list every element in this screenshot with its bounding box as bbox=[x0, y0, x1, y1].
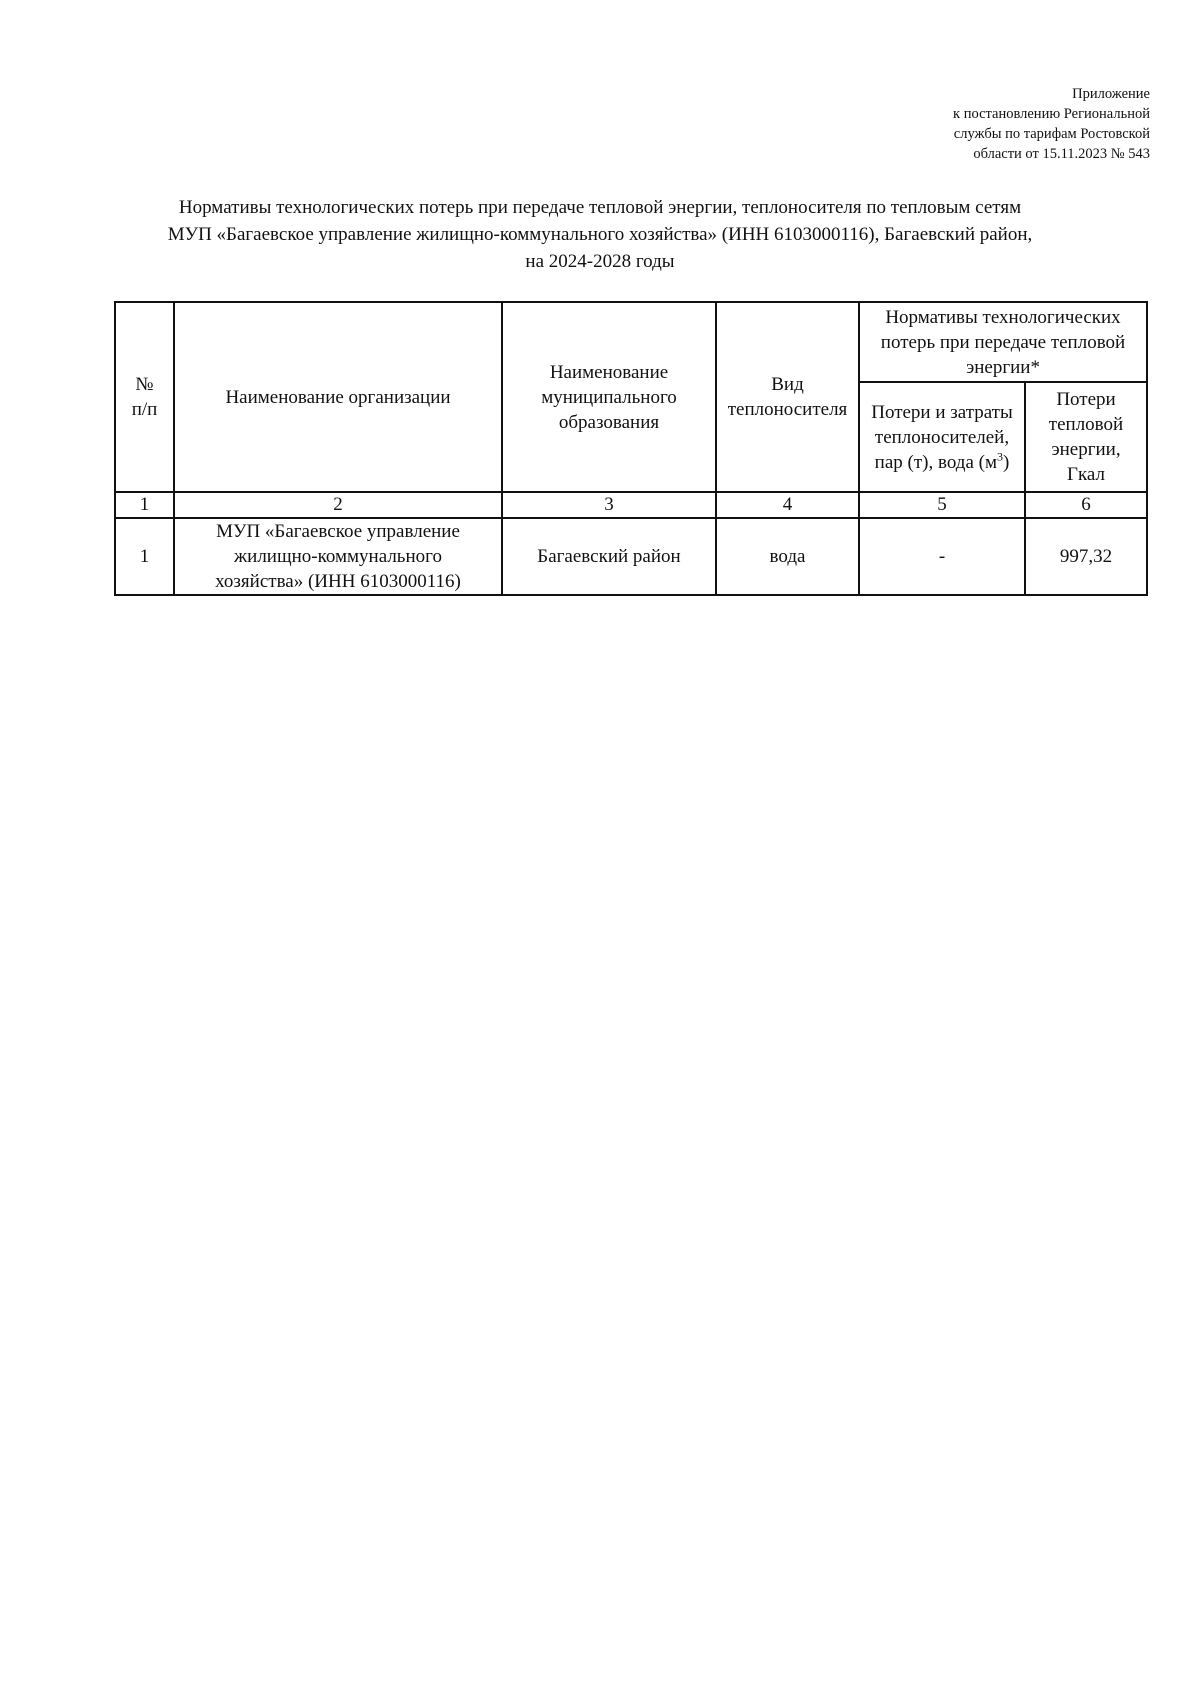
header-row-top bbox=[115, 302, 1147, 382]
header-heat-losses bbox=[1025, 382, 1147, 492]
header-text: Наименование bbox=[549, 361, 669, 383]
header-text: п/п bbox=[131, 399, 158, 420]
header-norms-group bbox=[859, 302, 1147, 382]
header-text bbox=[864, 450, 1020, 475]
header-municipality bbox=[502, 302, 716, 492]
cell-organization bbox=[174, 518, 502, 595]
header-text-part: ) bbox=[1002, 451, 1010, 473]
header-text: тепловой bbox=[1048, 414, 1124, 435]
column-numbers-row bbox=[115, 492, 1147, 518]
title-line: Нормативы технологических потерь при передаче тепловой энергии, теплоносителя по тепловым сетям bbox=[178, 197, 1022, 218]
column-number: 6 bbox=[1025, 492, 1147, 518]
appendix-note bbox=[830, 84, 1150, 164]
cell-text: хозяйства» (ИНН 6103000116) bbox=[215, 571, 461, 592]
header-text: потерь при передаче тепловой bbox=[880, 331, 1126, 353]
cell-municipality: Багаевский район bbox=[502, 518, 716, 595]
header-text-part: пар (т), вода (м bbox=[874, 451, 997, 473]
cell-text: жилищно-коммунального bbox=[234, 546, 442, 567]
header-text: энергии* bbox=[966, 356, 1040, 378]
cell-heat-losses: 997,32 bbox=[1025, 518, 1147, 595]
header-text: теплоносителя bbox=[727, 399, 848, 420]
title-line: МУП «Багаевское управление жилищно-коммунального хозяйства» (ИНН 6103000116), Багаевский район, bbox=[167, 224, 1033, 245]
header-text: № bbox=[135, 374, 154, 395]
header-text: Потери и затраты bbox=[871, 401, 1013, 423]
header-text: Гкал bbox=[1067, 464, 1106, 485]
appendix-line: области от 15.11.2023 № 543 bbox=[973, 146, 1150, 162]
header-organization: Наименование организации bbox=[174, 302, 502, 492]
appendix-line: Приложение bbox=[1072, 86, 1150, 102]
header-carrier-losses bbox=[859, 382, 1025, 492]
table-row bbox=[115, 518, 1147, 595]
header-text: образования bbox=[558, 411, 660, 433]
header-text: Вид bbox=[771, 374, 804, 395]
cell-carrier: вода bbox=[716, 518, 859, 595]
header-text: Нормативы технологических bbox=[885, 306, 1121, 328]
column-number: 4 bbox=[716, 492, 859, 518]
appendix-line: к постановлению Региональной bbox=[953, 106, 1150, 122]
column-number: 1 bbox=[115, 492, 174, 518]
column-number: 5 bbox=[859, 492, 1025, 518]
title-line: на 2024-2028 годы bbox=[525, 251, 675, 272]
cell-text: МУП «Багаевское управление bbox=[216, 521, 460, 542]
appendix-line: службы по тарифам Ростовской bbox=[953, 126, 1150, 142]
cell-number: 1 bbox=[115, 518, 174, 595]
document-title bbox=[100, 194, 1100, 275]
header-carrier-type bbox=[716, 302, 859, 492]
column-number: 3 bbox=[502, 492, 716, 518]
norms-table bbox=[114, 301, 1148, 596]
superscript: 3 bbox=[996, 449, 1003, 464]
header-text: теплоносителей, bbox=[874, 426, 1010, 448]
column-number: 2 bbox=[174, 492, 502, 518]
header-text: муниципального bbox=[541, 386, 677, 408]
cell-carrier-losses: - bbox=[859, 518, 1025, 595]
header-text: Потери bbox=[1056, 389, 1116, 410]
header-number bbox=[115, 302, 174, 492]
header-text: энергии, bbox=[1051, 439, 1121, 460]
